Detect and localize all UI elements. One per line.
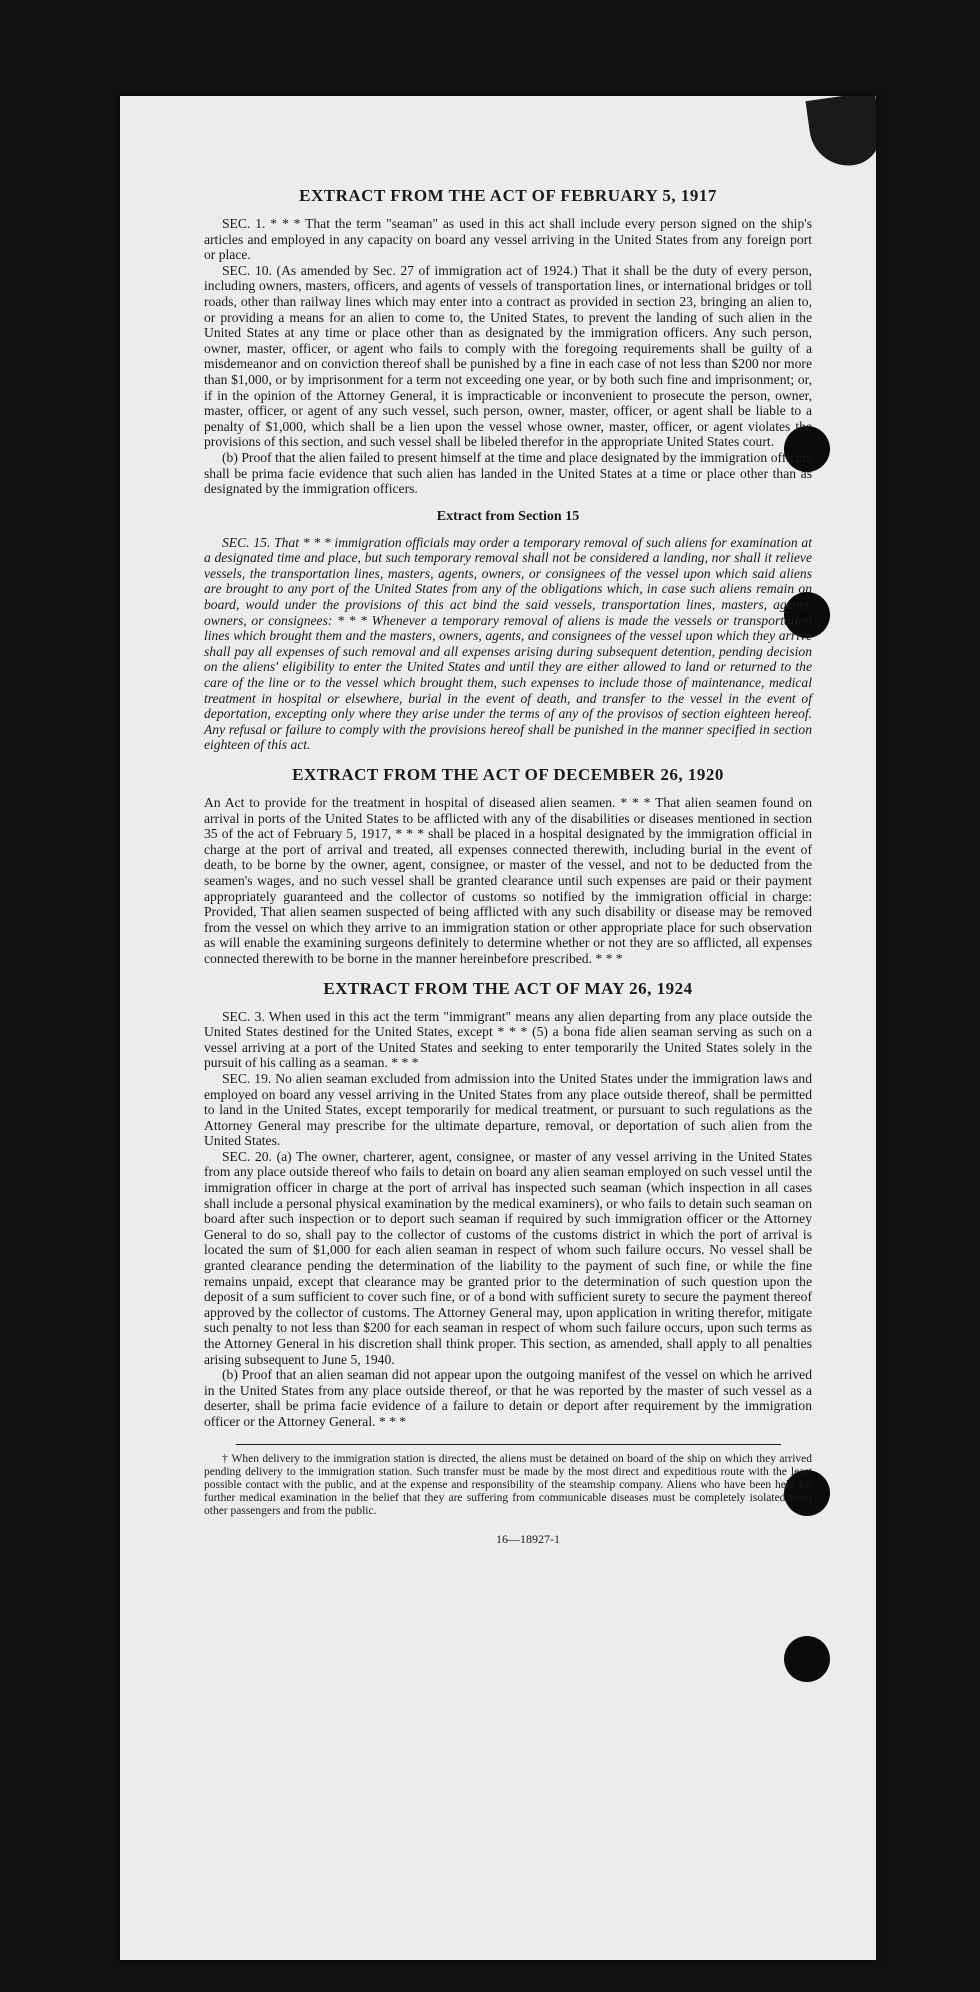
heading-act-1920: EXTRACT FROM THE ACT OF DECEMBER 26, 1920 (292, 765, 724, 784)
footnote: † When delivery to the immigration station is directed, the aliens must be detained on board of the ship on which they arrived pending delivery to the immigration station. Such transfer must be made by the most direct and expeditious route with the least possible contact with the public, and at the expense and responsibility of the steamship company. Aliens who have been held for further medical examination in the belief that they are suffering from communicable diseases must be completely isolated from other passengers and from the public. (204, 1452, 812, 1517)
heading-section-15: Extract from Section 15 (436, 508, 580, 524)
paragraph-act-1920: An Act to provide for the treatment in hospital of diseased alien seamen. * * * That alien seamen found on arrival in ports of the United States to be afflicted with any of the disabilities or diseases mentioned in section 35 of the act of February 5, 1917, * * * shall be placed in a hospital designated by the immigration official in charge at the port of arrival and treated, all expenses connected therewith, including burial in the event of death, to be borne by the owner, agent, consignee, or master of the vessel, and not to be deducted from the seamen's wages, and no such vessel shall be granted clearance until such expenses are paid or their payment appropriately guaranteed and the collector of customs so notified by the immigration official in charge: Provided, That alien seamen suspected of being afflicted with any such disability or disease may be removed from the vessel on which they arrive to an immigration station or other appropriate place for such observation as will enable the examining surgeons definitely to determine whether or not they are so afflicted, all expenses connected therewith to be borne in the manner hereinbefore prescribed. * * * (204, 795, 812, 966)
document-body (204, 186, 812, 1547)
paragraph-sec-15: SEC. 15. That * * * immigration officials may order a temporary removal of such aliens for examination at a designated time and place, but such temporary removal shall not be considered a landing, nor shall it relieve vessels, the transportation lines, masters, agents, owners, or consignees of the vessel upon which said aliens are brought to any port of the United States from any of the obligations which, in case such aliens remain on board, would under the provisions of this act bind the said vessels, transportation lines, masters, agents, owners, or consignees: * * * Whenever a temporary removal of aliens is made the vessels or transportation lines which brought them and the masters, owners, agents, and consignees of the vessel upon which they arrive shall pay all expenses of such removal and all expenses arising during subsequent detention, pending decision on the aliens' eligibility to enter the United States and until they are either allowed to land or returned to the care of the line or to the vessel which brought them, such expenses to include those of maintenance, medical treatment in hospital or elsewhere, burial in the event of death, and transfer to the vessel in the event of deportation, excepting only where they arise under the terms of any of the provisos of section eighteen hereof. Any refusal or failure to comply with the provisions hereof shall be punished in the manner specified in section eighteen of this act. (204, 534, 812, 753)
document-page (120, 96, 876, 1960)
punch-hole (784, 1636, 830, 1682)
heading-act-1917: EXTRACT FROM THE ACT OF FEBRUARY 5, 1917 (299, 186, 717, 205)
paragraph-sec-19: SEC. 19. No alien seaman excluded from admission into the United States under the immigration laws and employed on board any vessel arriving in the United States from any place outside thereof, shall be permitted to land in the United States, except temporarily for medical treatment, or pursuant to such regulations as the Attorney General may prescribe for the ultimate departure, removal, or deportation of such alien from the United States. (204, 1070, 812, 1149)
heading-act-1924: EXTRACT FROM THE ACT OF MAY 26, 1924 (323, 978, 693, 998)
footnote-divider (236, 1444, 781, 1445)
paragraph-sec-10b: (b) Proof that the alien failed to present himself at the time and place designated by the immigration officers shall be prima facie evidence that such alien has landed in the United States at a time or place other than as designated by the immigration officers. (204, 449, 812, 497)
paragraph-sec-10: SEC. 10. (As amended by Sec. 27 of immigration act of 1924.) That it shall be the duty of every person, including owners, masters, officers, and agents of vessels of transportation lines, or international bridges or toll roads, other than railway lines which may enter into a contract as provided in section 23, bringing an alien to, or providing a means for an alien to come to, the United States, to prevent the landing of such alien in the United States at any time or place other than as designated by the immigration officers. Any such person, owner, master, officer, or agent who fails to comply with the foregoing requirements shall be guilty of a misdemeanor and on conviction thereof shall be punished by a fine in each case of not less than $200 nor more than $1,000, or by imprisonment for a term not exceeding one year, or by both such fine and imprisonment; or, if in the opinion of the Attorney General, it is impracticable or inconvenient to prosecute the person, owner, master, officer, or agent of any such vessel, such person, owner, master, officer, or agent shall be liable to a penalty of $1,000, which shall be a lien upon the vessel whose owner, master, officer, or agent violates the provisions of this section, and such vessel shall be libeled therefor in the appropriate United States court. (204, 262, 812, 450)
paragraph-sec-20b: (b) Proof that an alien seaman did not appear upon the outgoing manifest of the vessel on which he arrived in the United States from any place outside thereof, or that he was reported by the master of such vessel as a deserter, shall be prima facie evidence of a failure to detain or deport after requirement by the immigration officer or the Attorney General. * * * (204, 1367, 812, 1429)
paragraph-sec-3: SEC. 3. When used in this act the term "immigrant" means any alien departing from any place outside the United States destined for the United States, except * * * (5) a bona fide alien seaman serving as such on a vessel arriving at a port of the United States and seeking to enter temporarily the United States solely in the pursuit of his calling as a seaman. * * * (204, 1008, 812, 1071)
corner-stain (805, 96, 876, 171)
paragraph-sec-1: SEC. 1. * * * That the term "seaman" as used in this act shall include every person signed on the ship's articles and employed in any capacity on board any vessel arriving in the United States from any foreign port or place. (204, 216, 812, 263)
paragraph-sec-20a: SEC. 20. (a) The owner, charterer, agent, consignee, or master of any vessel arriving in the United States from any place outside thereof who fails to detain on board any alien seaman employed on such vessel until the immigration officer in charge at the port of arrival has inspected such seaman (which inspection in all cases shall include a personal physical examination by the medical examiners), or who fails to detain such seaman on board after such inspection or to deport such seaman if required by such immigration officer or the Attorney General to do so, shall pay to the collector of customs of the customs district in which the port of arrival is located the sum of $1,000 for each alien seaman in respect of whom such failure occurs. No vessel shall be granted clearance pending the determination of the liability to the payment of such fine, or while the fine remains unpaid, except that clearance may be granted prior to the determination of such question upon the deposit of a sum sufficient to cover such fine, or of a bond with sufficient surety to secure the payment thereof approved by the collector of customs. The Attorney General may, upon application in writing therefor, mitigate such penalty to not less than $200 for each seaman in respect of whom such failure occurs, upon such terms as the Attorney General in his discretion shall think proper. This section, as amended, shall apply to all penalties arising subsequent to June 5, 1940. (204, 1148, 812, 1367)
print-code: 16—18927-1 (496, 1531, 560, 1546)
